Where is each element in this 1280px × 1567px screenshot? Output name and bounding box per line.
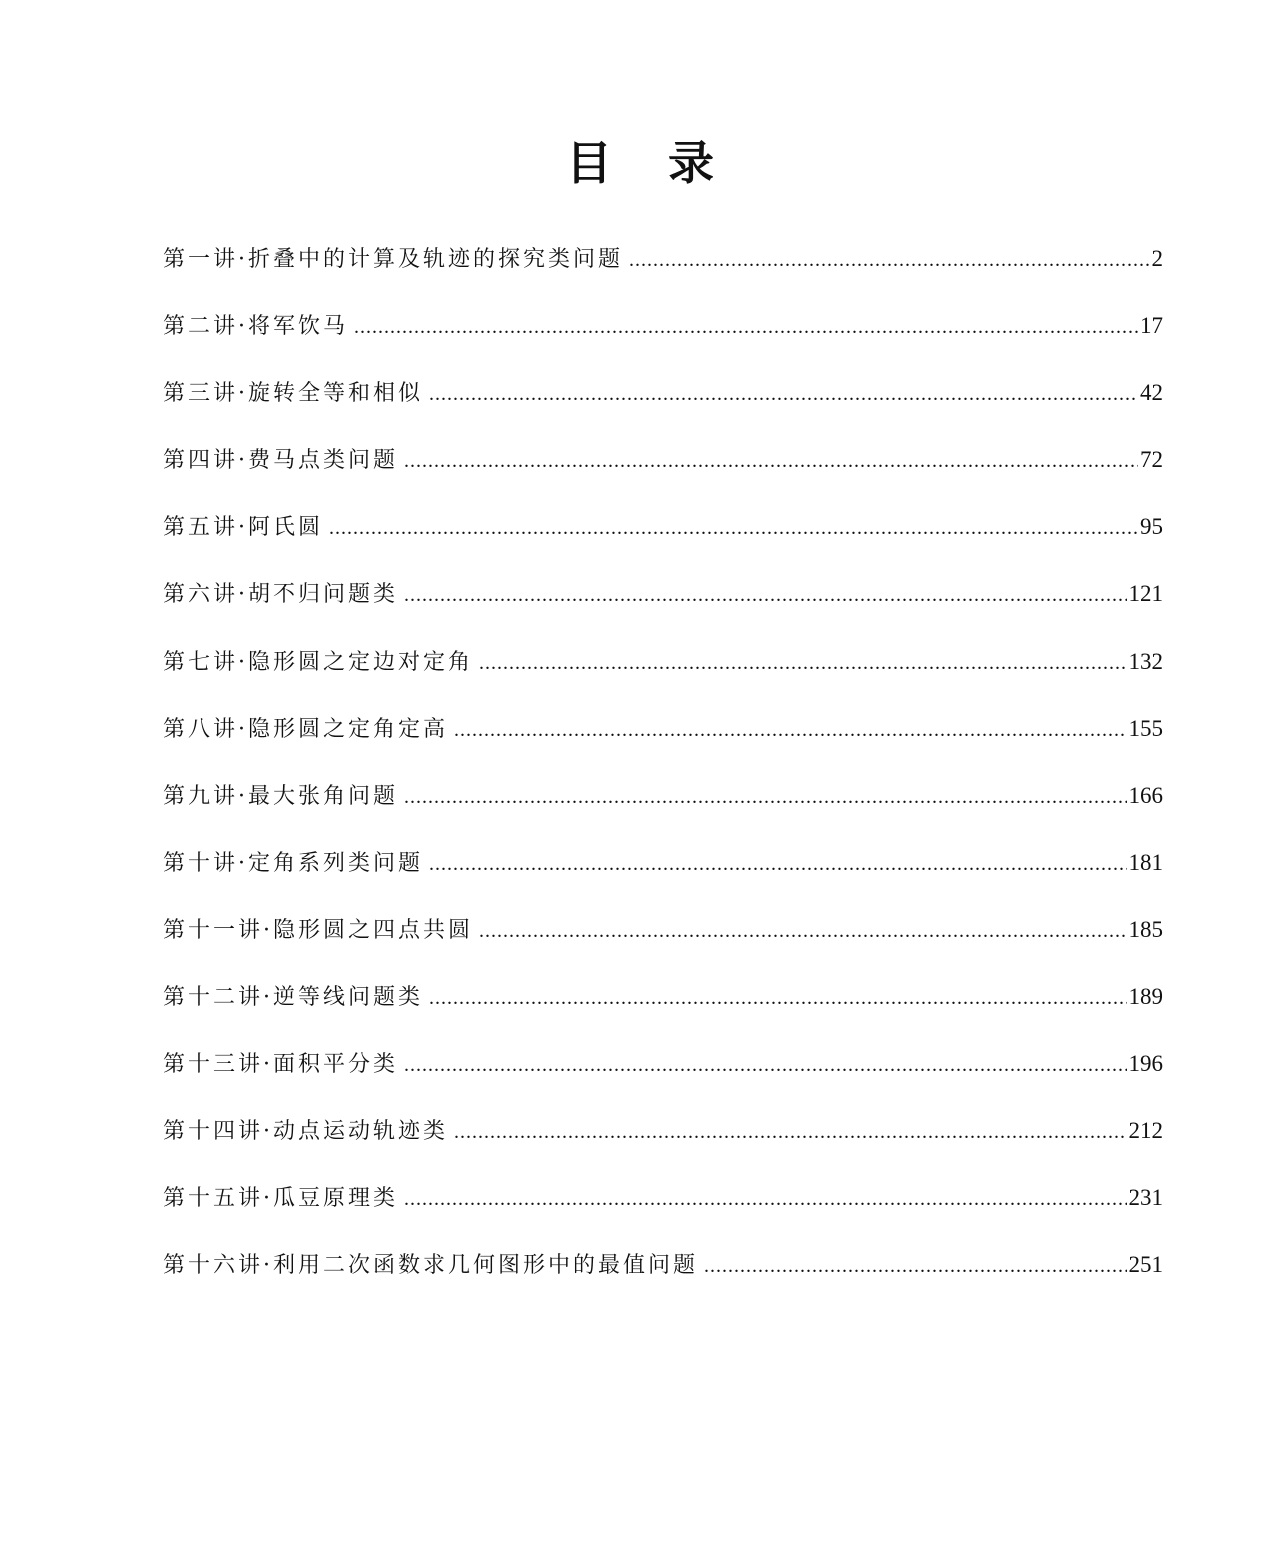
dot-leader [479, 652, 1127, 675]
toc-entry-page: 181 [1128, 849, 1163, 875]
toc-entry[interactable] [163, 510, 1163, 577]
toc-entry-title: 第十五讲·瓜豆原理类 [163, 1186, 398, 1212]
dot-leader [429, 383, 1138, 406]
toc-entry-page: 155 [1128, 715, 1163, 741]
dot-leader [704, 1255, 1127, 1278]
toc-entry-page: 132 [1128, 648, 1163, 674]
title-char: 目 [566, 135, 612, 190]
toc-entry-page: 212 [1128, 1118, 1163, 1144]
title-char: 录 [668, 135, 714, 190]
toc-entry-page: 196 [1128, 1051, 1163, 1077]
toc-entry-page: 2 [1151, 246, 1163, 271]
toc-entry[interactable] [163, 376, 1163, 443]
page-title [0, 127, 1280, 193]
toc-entry[interactable] [163, 846, 1163, 913]
dot-leader [629, 249, 1150, 272]
toc-entry[interactable] [163, 645, 1163, 712]
toc-entry-title: 第十四讲·动点运动轨迹类 [163, 1119, 448, 1145]
toc-entry[interactable] [163, 913, 1163, 980]
dot-leader [354, 316, 1138, 339]
toc-entry-title: 第十二讲·逆等线问题类 [163, 985, 423, 1011]
toc-entry-title: 第十一讲·隐形圆之四点共圆 [163, 917, 473, 943]
toc-entry-title: 第十三讲·面积平分类 [163, 1052, 398, 1078]
toc-entry-page: 166 [1128, 782, 1163, 808]
dot-leader [454, 1121, 1127, 1144]
toc-entry-page: 185 [1128, 916, 1163, 942]
table-of-contents [163, 242, 1163, 1316]
toc-entry[interactable] [163, 980, 1163, 1047]
toc-entry-title: 第九讲·最大张角问题 [163, 783, 398, 809]
dot-leader [429, 853, 1127, 876]
dot-leader [404, 450, 1138, 473]
dot-leader [479, 920, 1127, 943]
dot-leader [404, 1188, 1127, 1211]
toc-entry-title: 第七讲·隐形圆之定边对定角 [163, 649, 473, 675]
toc-entry[interactable] [163, 1114, 1163, 1181]
toc-entry[interactable] [163, 443, 1163, 510]
toc-entry-title: 第四讲·费马点类问题 [163, 448, 398, 474]
toc-entry[interactable] [163, 779, 1163, 846]
toc-entry-page: 231 [1128, 1185, 1163, 1211]
dot-leader [329, 517, 1138, 540]
dot-leader [429, 987, 1127, 1010]
toc-entry-title: 第八讲·隐形圆之定角定高 [163, 716, 448, 742]
toc-entry[interactable] [163, 577, 1163, 644]
toc-entry-page: 17 [1140, 313, 1163, 339]
dot-leader [404, 584, 1127, 607]
toc-entry[interactable] [163, 1248, 1163, 1315]
toc-entry-page: 189 [1128, 984, 1163, 1010]
toc-entry-title: 第五讲·阿氏圆 [163, 515, 323, 541]
toc-entry[interactable] [163, 712, 1163, 779]
toc-entry-page: 251 [1128, 1252, 1163, 1278]
toc-entry-page: 121 [1128, 581, 1163, 607]
toc-entry-title: 第一讲·折叠中的计算及轨迹的探究类问题 [163, 247, 623, 272]
toc-entry-title: 第十讲·定角系列类问题 [163, 850, 423, 876]
toc-entry-page: 42 [1140, 380, 1163, 406]
toc-entry-title: 第六讲·胡不归问题类 [163, 582, 398, 608]
dot-leader [404, 1054, 1127, 1077]
toc-entry-page: 95 [1140, 514, 1163, 540]
toc-entry[interactable] [163, 309, 1163, 376]
dot-leader [454, 719, 1127, 742]
toc-entry-title: 第二讲·将军饮马 [163, 314, 348, 340]
dot-leader [404, 786, 1127, 809]
toc-entry-title: 第十六讲·利用二次函数求几何图形中的最值问题 [163, 1253, 698, 1279]
toc-entry[interactable] [163, 1181, 1163, 1248]
toc-entry[interactable] [163, 1047, 1163, 1114]
toc-entry-title: 第三讲·旋转全等和相似 [163, 381, 423, 407]
toc-entry[interactable] [163, 242, 1163, 309]
toc-entry-page: 72 [1140, 447, 1163, 473]
